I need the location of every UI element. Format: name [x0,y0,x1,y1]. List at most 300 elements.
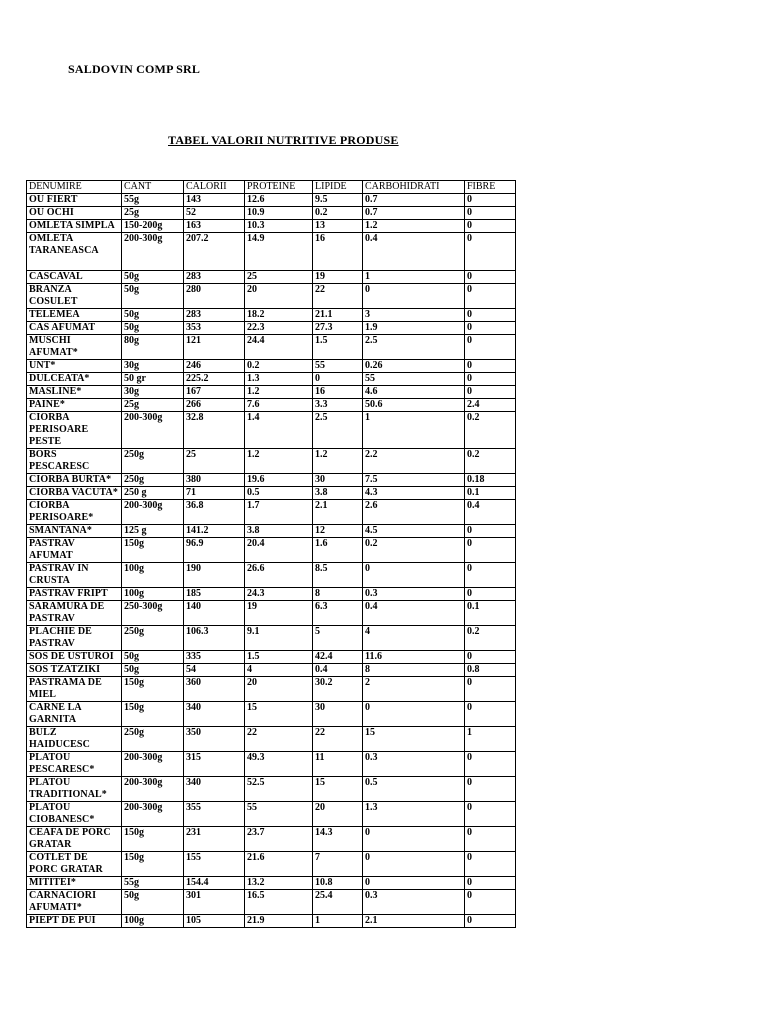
cell-lipide: 14.3 [313,827,363,852]
cell-cant: 250g [122,449,184,474]
cell-denumire: CIORBA VACUTA* [27,487,122,500]
cell-carbohidrati: 0.7 [363,207,465,220]
cell-lipide: 10.8 [313,877,363,890]
cell-lipide: 3.8 [313,487,363,500]
cell-cant: 50g [122,309,184,322]
cell-cant: 25g [122,399,184,412]
table-row [27,322,516,335]
cell-calorii: 340 [184,702,245,727]
cell-cant: 150g [122,677,184,702]
cell-calorii: 283 [184,309,245,322]
cell-cant: 250 g [122,487,184,500]
cell-carbohidrati: 0 [363,702,465,727]
cell-proteine: 22 [245,727,313,752]
cell-denumire: PASTRAMA DE MIEL [27,677,122,702]
cell-lipide: 1.5 [313,335,363,360]
table-row [27,207,516,220]
cell-proteine: 23.7 [245,827,313,852]
cell-lipide: 42.4 [313,651,363,664]
cell-denumire: PASTRAV FRIPT [27,588,122,601]
cell-lipide: 1.2 [313,449,363,474]
cell-calorii: 353 [184,322,245,335]
cell-fibre: 0.18 [465,474,516,487]
cell-proteine: 24.4 [245,335,313,360]
cell-proteine: 15 [245,702,313,727]
cell-cant: 100g [122,915,184,928]
cell-lipide: 16 [313,386,363,399]
cell-cant: 150-200g [122,220,184,233]
cell-denumire: PASTRAV AFUMAT [27,538,122,563]
cell-cant: 200-300g [122,412,184,449]
cell-calorii: 105 [184,915,245,928]
cell-proteine: 9.1 [245,626,313,651]
cell-denumire: MUSCHI AFUMAT* [27,335,122,360]
cell-cant: 55g [122,194,184,207]
cell-fibre: 0 [465,233,516,271]
cell-denumire: CAS AFUMAT [27,322,122,335]
cell-denumire: BRANZA COSULET [27,284,122,309]
cell-proteine: 24.3 [245,588,313,601]
cell-calorii: 54 [184,664,245,677]
cell-denumire: OU OCHI [27,207,122,220]
cell-carbohidrati: 0 [363,563,465,588]
table-row [27,386,516,399]
cell-cant: 125 g [122,525,184,538]
cell-lipide: 25.4 [313,890,363,915]
cell-lipide: 30 [313,474,363,487]
cell-cant: 50g [122,664,184,677]
cell-calorii: 225.2 [184,373,245,386]
cell-fibre: 0.1 [465,601,516,626]
cell-carbohidrati: 3 [363,309,465,322]
table-row [27,487,516,500]
cell-carbohidrati: 0 [363,877,465,890]
table-row [27,588,516,601]
header-lipide: LIPIDE [313,181,363,194]
cell-lipide: 20 [313,802,363,827]
cell-carbohidrati: 4 [363,626,465,651]
cell-cant: 30g [122,386,184,399]
cell-calorii: 185 [184,588,245,601]
cell-denumire: PLATOU PESCARESC* [27,752,122,777]
cell-calorii: 280 [184,284,245,309]
cell-fibre: 0 [465,890,516,915]
cell-denumire: UNT* [27,360,122,373]
company-name: SALDOVIN COMP SRL [68,62,201,76]
cell-cant: 150g [122,538,184,563]
cell-fibre: 0.2 [465,412,516,449]
cell-fibre: 0 [465,525,516,538]
cell-fibre: 0 [465,827,516,852]
cell-fibre: 0 [465,777,516,802]
cell-proteine: 55 [245,802,313,827]
cell-proteine: 1.2 [245,386,313,399]
cell-calorii: 52 [184,207,245,220]
cell-fibre: 0 [465,309,516,322]
table-row [27,474,516,487]
table-row [27,664,516,677]
cell-fibre: 0.8 [465,664,516,677]
table-row [27,525,516,538]
table-row [27,802,516,827]
cell-lipide: 7 [313,852,363,877]
cell-proteine: 4 [245,664,313,677]
table-row [27,373,516,386]
cell-calorii: 315 [184,752,245,777]
cell-denumire: PLACHIE DE PASTRAV [27,626,122,651]
cell-carbohidrati: 1.2 [363,220,465,233]
cell-fibre: 0.4 [465,500,516,525]
cell-denumire: MITITEI* [27,877,122,890]
cell-lipide: 2.1 [313,500,363,525]
cell-cant: 50g [122,271,184,284]
cell-carbohidrati: 0.3 [363,588,465,601]
cell-cant: 50 gr [122,373,184,386]
cell-lipide: 19 [313,271,363,284]
table-row [27,449,516,474]
cell-lipide: 8 [313,588,363,601]
cell-carbohidrati: 1.9 [363,322,465,335]
table-row [27,702,516,727]
cell-proteine: 25 [245,271,313,284]
cell-carbohidrati: 55 [363,373,465,386]
cell-fibre: 1 [465,727,516,752]
cell-calorii: 106.3 [184,626,245,651]
cell-cant: 200-300g [122,500,184,525]
cell-fibre: 0 [465,802,516,827]
cell-lipide: 5 [313,626,363,651]
cell-denumire: CARNACIORI AFUMATI* [27,890,122,915]
cell-lipide: 30 [313,702,363,727]
cell-fibre: 0 [465,284,516,309]
cell-cant: 55g [122,877,184,890]
cell-calorii: 154.4 [184,877,245,890]
cell-calorii: 143 [184,194,245,207]
cell-fibre: 0 [465,335,516,360]
cell-denumire: COTLET DE PORC GRATAR [27,852,122,877]
cell-cant: 200-300g [122,802,184,827]
cell-lipide: 11 [313,752,363,777]
header-denumire: DENUMIRE [27,181,122,194]
cell-denumire: SMANTANA* [27,525,122,538]
cell-proteine: 21.6 [245,852,313,877]
table-row [27,271,516,284]
cell-cant: 200-300g [122,777,184,802]
cell-fibre: 0 [465,852,516,877]
cell-proteine: 14.9 [245,233,313,271]
table-row [27,601,516,626]
cell-denumire: CIORBA PERISOARE PESTE [27,412,122,449]
cell-proteine: 10.9 [245,207,313,220]
cell-lipide: 21.1 [313,309,363,322]
cell-denumire: CARNE LA GARNITA [27,702,122,727]
cell-carbohidrati: 2.1 [363,915,465,928]
header-proteine: PROTEINE [245,181,313,194]
cell-calorii: 36.8 [184,500,245,525]
cell-calorii: 380 [184,474,245,487]
cell-calorii: 25 [184,449,245,474]
cell-calorii: 266 [184,399,245,412]
header-cant: CANT [122,181,184,194]
table-row [27,309,516,322]
cell-lipide: 0 [313,373,363,386]
cell-fibre: 0 [465,271,516,284]
table-row [27,651,516,664]
cell-carbohidrati: 11.6 [363,651,465,664]
cell-cant: 100g [122,588,184,601]
cell-proteine: 20 [245,677,313,702]
cell-proteine: 18.2 [245,309,313,322]
cell-carbohidrati: 15 [363,727,465,752]
cell-calorii: 360 [184,677,245,702]
cell-cant: 25g [122,207,184,220]
cell-fibre: 0 [465,360,516,373]
cell-carbohidrati: 8 [363,664,465,677]
cell-cant: 50g [122,322,184,335]
table-row [27,752,516,777]
cell-lipide: 0.4 [313,664,363,677]
cell-carbohidrati: 4.6 [363,386,465,399]
cell-calorii: 155 [184,852,245,877]
cell-proteine: 7.6 [245,399,313,412]
cell-calorii: 167 [184,386,245,399]
cell-cant: 30g [122,360,184,373]
cell-lipide: 13 [313,220,363,233]
cell-lipide: 22 [313,284,363,309]
cell-calorii: 207.2 [184,233,245,271]
cell-carbohidrati: 50.6 [363,399,465,412]
cell-proteine: 19.6 [245,474,313,487]
cell-fibre: 0 [465,677,516,702]
cell-cant: 50g [122,651,184,664]
cell-fibre: 0.1 [465,487,516,500]
cell-lipide: 3.3 [313,399,363,412]
cell-fibre: 0 [465,588,516,601]
table-row [27,500,516,525]
cell-denumire: BULZ HAIDUCESC [27,727,122,752]
cell-calorii: 32.8 [184,412,245,449]
table-row [27,827,516,852]
cell-proteine: 20.4 [245,538,313,563]
cell-fibre: 0 [465,373,516,386]
cell-proteine: 26.6 [245,563,313,588]
cell-fibre: 0 [465,915,516,928]
cell-carbohidrati: 2 [363,677,465,702]
cell-calorii: 350 [184,727,245,752]
table-row [27,360,516,373]
cell-proteine: 49.3 [245,752,313,777]
cell-denumire: DULCEATA* [27,373,122,386]
cell-fibre: 0 [465,207,516,220]
cell-denumire: SARAMURA DE PASTRAV [27,601,122,626]
cell-denumire: SOS DE USTUROI [27,651,122,664]
cell-cant: 250g [122,474,184,487]
cell-carbohidrati: 0.3 [363,752,465,777]
cell-proteine: 1.7 [245,500,313,525]
cell-denumire: OMLETA TARANEASCA [27,233,122,271]
table-row [27,563,516,588]
cell-proteine: 21.9 [245,915,313,928]
cell-calorii: 141.2 [184,525,245,538]
table-row [27,399,516,412]
cell-cant: 200-300g [122,752,184,777]
cell-denumire: CASCAVAL [27,271,122,284]
cell-denumire: TELEMEA [27,309,122,322]
cell-denumire: CEAFA DE PORC GRATAR [27,827,122,852]
cell-fibre: 0.2 [465,626,516,651]
cell-cant: 250-300g [122,601,184,626]
cell-proteine: 20 [245,284,313,309]
cell-fibre: 0 [465,386,516,399]
cell-denumire: PIEPT DE PUI [27,915,122,928]
cell-cant: 250g [122,626,184,651]
cell-cant: 50g [122,890,184,915]
cell-carbohidrati: 0.26 [363,360,465,373]
cell-carbohidrati: 1 [363,412,465,449]
cell-lipide: 2.5 [313,412,363,449]
table-body [27,194,516,928]
table-row [27,852,516,877]
cell-calorii: 163 [184,220,245,233]
cell-denumire: PAINE* [27,399,122,412]
cell-carbohidrati: 2.6 [363,500,465,525]
cell-lipide: 9.5 [313,194,363,207]
cell-carbohidrati: 0.4 [363,233,465,271]
nutrition-table [26,180,516,928]
cell-fibre: 0 [465,194,516,207]
cell-carbohidrati: 0.2 [363,538,465,563]
cell-proteine: 1.4 [245,412,313,449]
cell-calorii: 355 [184,802,245,827]
table-row [27,677,516,702]
header-carbohidrati: CARBOHIDRATI [363,181,465,194]
document-title: TABEL VALORII NUTRITIVE PRODUSE [168,133,399,147]
cell-fibre: 2.4 [465,399,516,412]
cell-proteine: 0.5 [245,487,313,500]
cell-calorii: 231 [184,827,245,852]
cell-cant: 200-300g [122,233,184,271]
cell-cant: 250g [122,727,184,752]
cell-lipide: 8.5 [313,563,363,588]
table-row [27,194,516,207]
cell-carbohidrati: 2.5 [363,335,465,360]
header-calorii: CALORII [184,181,245,194]
cell-lipide: 22 [313,727,363,752]
cell-lipide: 30.2 [313,677,363,702]
cell-carbohidrati: 1 [363,271,465,284]
table-row [27,727,516,752]
cell-carbohidrati: 0 [363,852,465,877]
cell-cant: 80g [122,335,184,360]
cell-fibre: 0 [465,651,516,664]
cell-cant: 100g [122,563,184,588]
cell-fibre: 0 [465,220,516,233]
cell-proteine: 22.3 [245,322,313,335]
table-row [27,877,516,890]
cell-denumire: MASLINE* [27,386,122,399]
cell-proteine: 0.2 [245,360,313,373]
cell-denumire: OU FIERT [27,194,122,207]
cell-lipide: 12 [313,525,363,538]
cell-lipide: 6.3 [313,601,363,626]
cell-calorii: 190 [184,563,245,588]
table-row [27,284,516,309]
cell-cant: 50g [122,284,184,309]
cell-carbohidrati: 7.5 [363,474,465,487]
cell-denumire: SOS TZATZIKI [27,664,122,677]
cell-lipide: 15 [313,777,363,802]
table-row [27,412,516,449]
table-header-row [27,181,516,194]
table-row [27,335,516,360]
cell-fibre: 0 [465,752,516,777]
cell-carbohidrati: 0 [363,284,465,309]
header-fibre: FIBRE [465,181,516,194]
cell-carbohidrati: 0.3 [363,890,465,915]
table-row [27,626,516,651]
cell-proteine: 1.5 [245,651,313,664]
cell-denumire: PASTRAV IN CRUSTA [27,563,122,588]
cell-fibre: 0 [465,538,516,563]
cell-denumire: PLATOU CIOBANESC* [27,802,122,827]
cell-fibre: 0 [465,877,516,890]
cell-denumire: CIORBA BURTA* [27,474,122,487]
cell-carbohidrati: 0.7 [363,194,465,207]
cell-fibre: 0 [465,322,516,335]
cell-carbohidrati: 2.2 [363,449,465,474]
cell-carbohidrati: 1.3 [363,802,465,827]
cell-fibre: 0 [465,702,516,727]
cell-lipide: 1.6 [313,538,363,563]
cell-proteine: 1.2 [245,449,313,474]
cell-calorii: 121 [184,335,245,360]
cell-proteine: 52.5 [245,777,313,802]
cell-fibre: 0.2 [465,449,516,474]
cell-calorii: 301 [184,890,245,915]
cell-denumire: CIORBA PERISOARE* [27,500,122,525]
cell-cant: 150g [122,852,184,877]
table-row [27,777,516,802]
cell-proteine: 10.3 [245,220,313,233]
cell-denumire: PLATOU TRADITIONAL* [27,777,122,802]
table-row [27,890,516,915]
cell-carbohidrati: 0.4 [363,601,465,626]
cell-carbohidrati: 0 [363,827,465,852]
table-row [27,233,516,271]
cell-calorii: 246 [184,360,245,373]
cell-proteine: 12.6 [245,194,313,207]
cell-proteine: 16.5 [245,890,313,915]
cell-carbohidrati: 4.3 [363,487,465,500]
cell-denumire: BORS PESCARESC [27,449,122,474]
cell-proteine: 13.2 [245,877,313,890]
cell-calorii: 71 [184,487,245,500]
cell-denumire: OMLETA SIMPLA [27,220,122,233]
cell-calorii: 96.9 [184,538,245,563]
cell-cant: 150g [122,702,184,727]
table-row [27,220,516,233]
cell-carbohidrati: 0.5 [363,777,465,802]
table-row [27,915,516,928]
cell-calorii: 140 [184,601,245,626]
cell-lipide: 0.2 [313,207,363,220]
cell-lipide: 55 [313,360,363,373]
cell-lipide: 16 [313,233,363,271]
cell-fibre: 0 [465,563,516,588]
cell-cant: 150g [122,827,184,852]
cell-carbohidrati: 4.5 [363,525,465,538]
table-row [27,538,516,563]
